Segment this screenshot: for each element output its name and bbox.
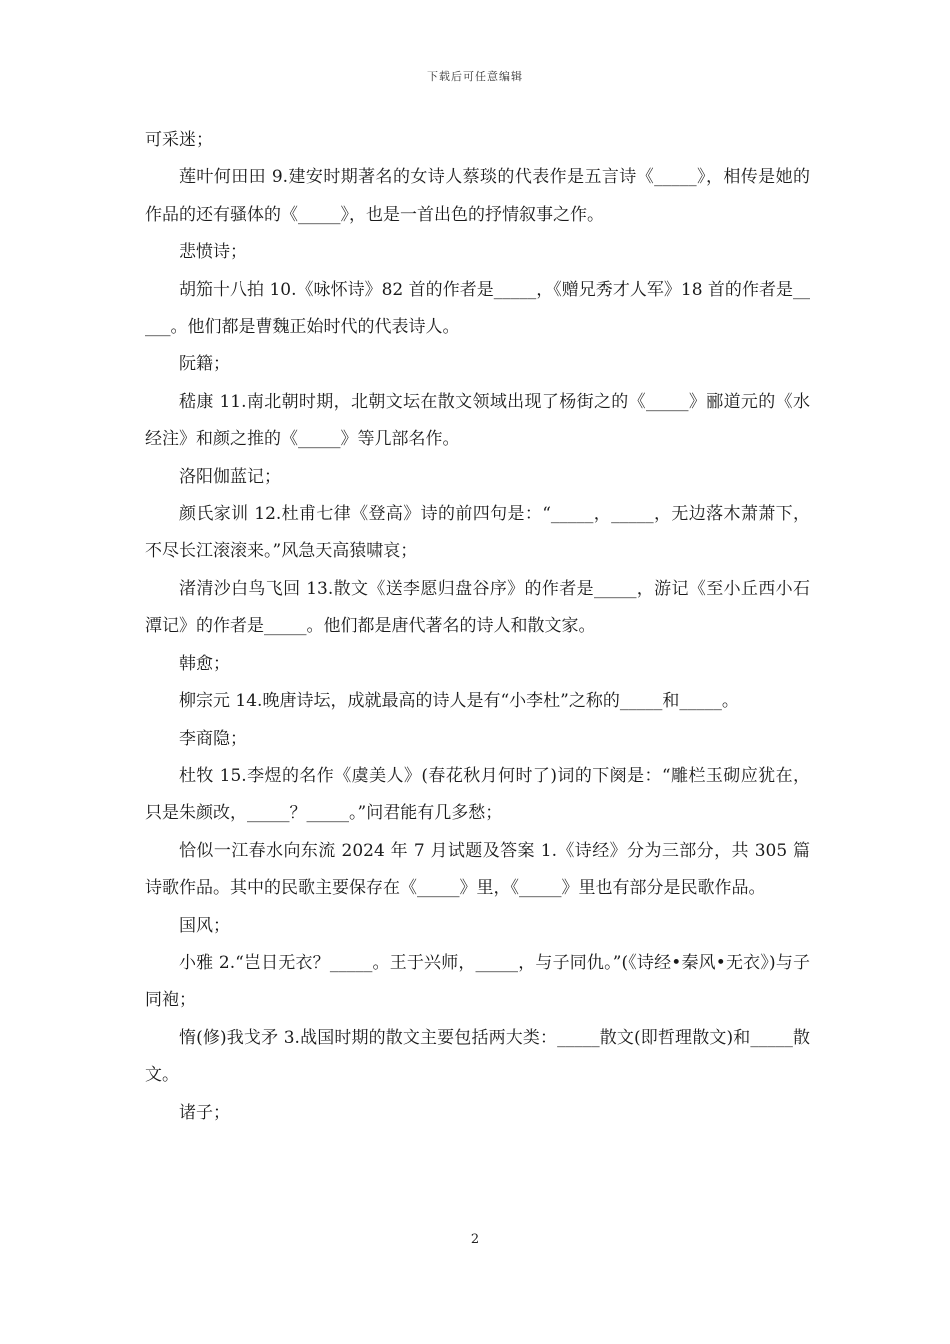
paragraph: 渚清沙白鸟飞回 13.散文《送李愿归盘谷序》的作者是_____，游记《至小丘西小石潭记》的作者是_____。他们都是唐代著名的诗人和散文家。 <box>145 578 810 637</box>
paragraph: 杜牧 15.李煜的名作《虞美人》(春花秋月何时了)词的下阕是：“雕栏玉砌应犹在，只是朱颜改，_____？_____。”问君能有几多愁； <box>145 765 810 824</box>
paragraph: 惰(修)我戈矛 3.战国时期的散文主要包括两大类：_____散文(即哲理散文)和_____散文。 <box>145 1027 810 1086</box>
paragraph: 颜氏家训 12.杜甫七律《登高》诗的前四句是：“_____，_____，无边落木萧萧下，不尽长江滚滚来。”风急天高猿啸哀； <box>145 504 810 562</box>
paragraph: 嵇康 11.南北朝时期，北朝文坛在散文领域出现了杨街之的《_____》郦道元的《水经注》和颜之推的《_____》等几部名作。 <box>145 391 810 450</box>
paragraph: 可采迷； <box>145 130 213 150</box>
paragraph: 国风； <box>179 915 230 936</box>
paragraph: 李商隐； <box>179 728 247 749</box>
paragraph: 洛阳伽蓝记； <box>179 466 281 487</box>
paragraph: 阮籍； <box>179 354 230 375</box>
page-body <box>145 122 810 1132</box>
paragraph: 诸子； <box>179 1102 230 1123</box>
paragraph: 莲叶何田田 9.建安时期著名的女诗人蔡琰的代表作是五言诗《_____》，相传是她的作品的还有骚体的《_____》，也是一首出色的抒情叙事之作。 <box>145 167 810 225</box>
paragraph: 韩愈； <box>179 653 230 674</box>
paragraph: 恰似一江春水向东流 2024 年 7 月试题及答案 1.《诗经》分为三部分，共 305 篇诗歌作品。其中的民歌主要保存在《_____》里，《_____》里也有部分是民歌作品。 <box>145 840 810 899</box>
paragraph: 悲愤诗； <box>179 242 247 263</box>
paragraph: 柳宗元 14.晚唐诗坛，成就最高的诗人是有“小李杜”之称的_____和_____。 <box>179 691 739 712</box>
paragraph: 胡笳十八拍 10.《咏怀诗》82 首的作者是_____，《赠兄秀才人军》18 首的作者是_____。他们都是曹魏正始时代的代表诗人。 <box>145 279 810 338</box>
page-header: 下载后可任意编辑 <box>427 70 523 83</box>
page-number: 2 <box>470 1232 480 1247</box>
paragraph: 小雅 2.“岂日无衣？_____。王于兴师，_____，与子同仇。”(《诗经•秦风•无衣》)与子同袍； <box>145 952 810 1011</box>
